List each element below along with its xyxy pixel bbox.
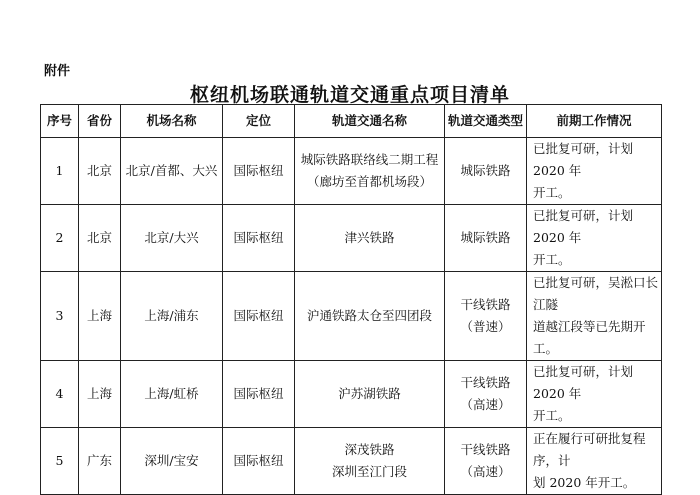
cell-rail-type-line: 干线铁路 bbox=[460, 297, 511, 312]
cell-work-status bbox=[527, 138, 662, 205]
cell-work-status-line: 已批复可研，计划 2020 年 bbox=[533, 141, 634, 178]
cell-work-status bbox=[527, 361, 662, 428]
cell-rail-type-line: 城际铁路 bbox=[460, 163, 511, 178]
table-row bbox=[41, 272, 662, 361]
cell-no: 3 bbox=[41, 272, 79, 361]
cell-rail-name-line: 津兴铁路 bbox=[344, 230, 395, 245]
header-no: 序号 bbox=[41, 105, 79, 138]
cell-rail-name-line: 沪通铁路太仓至四团段 bbox=[306, 308, 432, 323]
cell-rail-name bbox=[295, 361, 445, 428]
header-positioning: 定位 bbox=[223, 105, 295, 138]
cell-rail-type-line: （高速） bbox=[460, 397, 511, 412]
cell-no: 4 bbox=[41, 361, 79, 428]
cell-rail-type bbox=[445, 361, 527, 428]
cell-rail-type-line: 城际铁路 bbox=[460, 230, 511, 245]
cell-province: 上海 bbox=[79, 361, 121, 428]
header-rail-name: 轨道交通名称 bbox=[295, 105, 445, 138]
cell-rail-name bbox=[295, 138, 445, 205]
document-title: 枢纽机场联通轨道交通重点项目清单 bbox=[189, 84, 510, 106]
cell-airport: 深圳/宝安 bbox=[121, 428, 223, 495]
cell-rail-name-line: 深茂铁路 bbox=[344, 442, 395, 457]
cell-work-status-line: 道越江段等已先期开工。 bbox=[533, 319, 646, 356]
cell-work-status bbox=[527, 272, 662, 361]
cell-rail-type-line: 干线铁路 bbox=[460, 375, 511, 390]
cell-rail-type bbox=[445, 205, 527, 272]
project-table bbox=[40, 104, 662, 495]
cell-no: 1 bbox=[41, 138, 79, 205]
cell-work-status-line: 已批复可研，吴淞口长江隧 bbox=[533, 275, 659, 312]
cell-rail-name bbox=[295, 205, 445, 272]
cell-work-status-line: 正在履行可研批复程序，计 bbox=[533, 431, 646, 468]
cell-work-status bbox=[527, 205, 662, 272]
cell-province: 北京 bbox=[79, 138, 121, 205]
header-airport: 机场名称 bbox=[121, 105, 223, 138]
cell-work-status-line: 已批复可研，计划 2020 年 bbox=[533, 364, 634, 401]
cell-no: 5 bbox=[41, 428, 79, 495]
table-row bbox=[41, 428, 662, 495]
cell-airport: 上海/虹桥 bbox=[121, 361, 223, 428]
cell-rail-type bbox=[445, 138, 527, 205]
table-row bbox=[41, 361, 662, 428]
cell-work-status-line: 已批复可研，计划 2020 年 bbox=[533, 208, 634, 245]
attachment-label: 附件 bbox=[44, 64, 71, 79]
cell-work-status bbox=[527, 428, 662, 495]
header-rail-type: 轨道交通类型 bbox=[445, 105, 527, 138]
cell-work-status-line: 开工。 bbox=[533, 185, 571, 200]
cell-work-status-line: 开工。 bbox=[533, 252, 571, 267]
table-row bbox=[41, 205, 662, 272]
cell-province: 北京 bbox=[79, 205, 121, 272]
cell-rail-type bbox=[445, 428, 527, 495]
cell-rail-type bbox=[445, 272, 527, 361]
cell-positioning: 国际枢纽 bbox=[223, 361, 295, 428]
cell-positioning: 国际枢纽 bbox=[223, 205, 295, 272]
cell-positioning: 国际枢纽 bbox=[223, 138, 295, 205]
cell-province: 上海 bbox=[79, 272, 121, 361]
cell-rail-type-line: （高速） bbox=[460, 464, 511, 479]
cell-rail-type-line: 干线铁路 bbox=[460, 442, 511, 457]
cell-work-status-line: 开工。 bbox=[533, 408, 571, 423]
cell-airport: 上海/浦东 bbox=[121, 272, 223, 361]
cell-positioning: 国际枢纽 bbox=[223, 272, 295, 361]
table-row bbox=[41, 138, 662, 205]
cell-rail-name bbox=[295, 272, 445, 361]
cell-rail-name-line: 沪苏湖铁路 bbox=[338, 386, 401, 401]
table-header-row bbox=[41, 105, 662, 138]
cell-province: 广东 bbox=[79, 428, 121, 495]
cell-positioning: 国际枢纽 bbox=[223, 428, 295, 495]
cell-rail-type-line: （普速） bbox=[460, 319, 511, 334]
header-work-status: 前期工作情况 bbox=[527, 105, 662, 138]
cell-work-status-line: 划 2020 年开工。 bbox=[533, 475, 636, 490]
cell-rail-name-line: 深圳至江门段 bbox=[331, 464, 407, 479]
cell-rail-name-line: 城际铁路联络线二期工程 bbox=[300, 152, 439, 167]
cell-rail-name-line: （廊坊至首都机场段） bbox=[306, 174, 432, 189]
cell-rail-name bbox=[295, 428, 445, 495]
cell-airport: 北京/首都、大兴 bbox=[121, 138, 223, 205]
cell-airport: 北京/大兴 bbox=[121, 205, 223, 272]
header-province: 省份 bbox=[79, 105, 121, 138]
cell-no: 2 bbox=[41, 205, 79, 272]
